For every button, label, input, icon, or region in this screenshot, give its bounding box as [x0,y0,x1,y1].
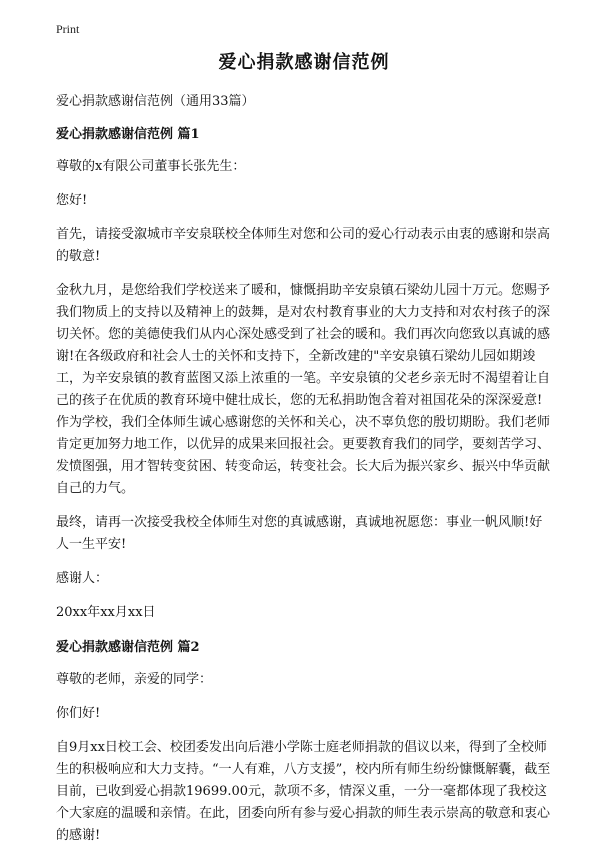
page-title: 爱心捐款感谢信范例 [218,52,390,73]
letter1-paragraph-2: 金秋九月，是您给我们学校送来了暖和，慷慨捐助辛安泉镇石梁幼儿园十万元。您赐予我们物质上的支持以及精神上的鼓舞，是对农村教育事业的大力支持和对农村孩子的深切关怀。您的美德使我们从内心深处感受到了社会的暖和。我们再次向您致以真诚的感谢!在各级政府和社会人士的关怀和支持下，全新改建的"辛安泉镇石梁幼儿园如期竣工，为辛安泉镇的教育蓝图又添上浓重的一笔。辛安泉镇的父老乡亲无时不渴望着让自己的孩子在优质的教育环境中健壮成长，您的无私捐助饱含着对祖国花朵的深深爱意!作为学校，我们全体师生诚心感谢您的关怀和关心，决不辜负您的殷切期盼。我们老师肯定更加努力地工作，以优异的成果来回报社会。更要教育我们的同学，要刻苦学习、发愤图强，用才智转变贫困、转变命运，转变社会。长大后为振兴家乡、振兴中华贡献自己的力气。 [56,283,551,496]
document-subtitle: 爱心捐款感谢信范例（通用33篇） [56,94,255,109]
document-body [56,48,552,859]
letter2-heading: 爱心捐款感谢信范例 篇2 [56,640,200,655]
letter1-heading: 爱心捐款感谢信范例 篇1 [56,127,200,142]
letter2-paragraph-1: 自9月xx日校工会、校团委发出向后港小学陈士庭老师捐款的倡议以来，得到了全校师生的积极响应和大力支持。“一人有难，八方支援”，校内所有师生纷纷慷慨解囊，截至目前，已收到爱心捐款19699.00元，款项不多，情深义重，一分一毫都体现了我校这个大家庭的温暖和亲情。在此，团委向所有参与爱心捐款的师生表示崇高的敬意和衷心的感谢! [56,740,551,843]
letter1-closing: 感谢人： [56,571,109,586]
print-label[interactable]: Print [56,22,80,36]
letter2-greeting: 你们好! [56,706,101,721]
letter2-salutation: 尊敬的老师，亲爱的同学： [56,672,213,687]
letter1-greeting: 您好! [56,193,88,208]
letter1-paragraph-3: 最终，请再一次接受我校全体师生对您的真诚感谢，真诚地祝愿您：事业一帆风顺!好人一生平安! [56,515,543,552]
letter1-salutation: 尊敬的x有限公司董事长张先生： [56,159,246,174]
letter1-date: 20xx年xx月xx日 [56,605,156,620]
letter1-paragraph-1: 首先，请接受溆城市辛安泉联校全体师生对您和公司的爱心行动表示由衷的感谢和崇高的敬意! [56,227,551,264]
